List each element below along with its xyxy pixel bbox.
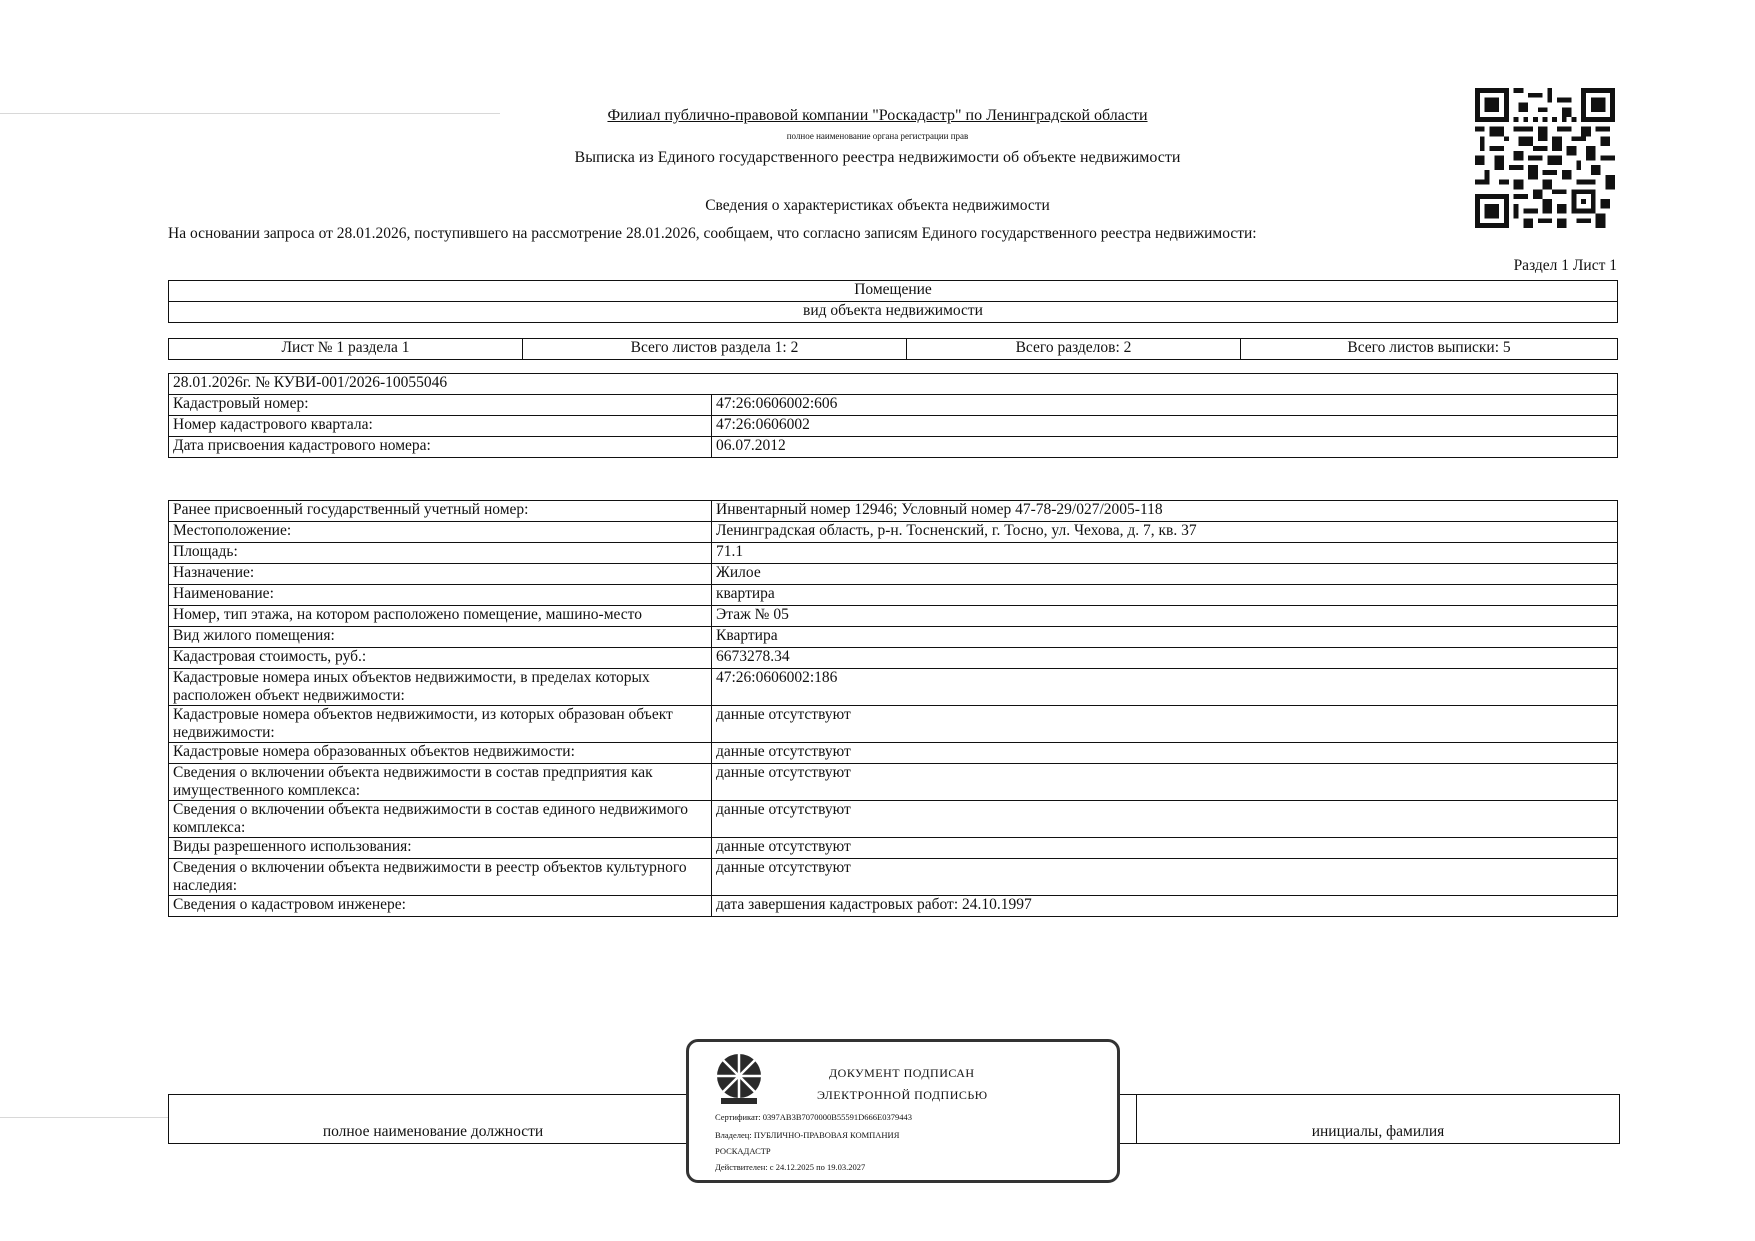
field-value: данные отсутствуют xyxy=(712,706,1618,743)
qr-code xyxy=(1475,88,1615,228)
field-label: Кадастровый номер: xyxy=(169,395,712,416)
table-row xyxy=(169,437,1618,458)
field-label: Кадастровые номера образованных объектов недвижимости: xyxy=(169,743,712,764)
field-value: данные отсутствуют xyxy=(712,743,1618,764)
identification-table xyxy=(168,373,1618,458)
sheet-number: Лист № 1 раздела 1 xyxy=(169,339,523,360)
section-title: Сведения о характеристиках объекта недвижимости xyxy=(705,197,1050,214)
table-row xyxy=(169,859,1618,896)
request-date-number: 28.01.2026г. № КУВИ-001/2026-10055046 xyxy=(169,374,1618,395)
field-label: Местоположение: xyxy=(169,522,712,543)
field-value: данные отсутствуют xyxy=(712,838,1618,859)
field-value: данные отсутствуют xyxy=(712,764,1618,801)
scan-artifact xyxy=(0,1117,168,1118)
stamp-validity: Действителен: с 24.12.2025 по 19.03.2027 xyxy=(715,1162,866,1172)
object-kind-caption: вид объекта недвижимости xyxy=(169,302,1618,323)
table-row xyxy=(169,606,1618,627)
table-row xyxy=(169,564,1618,585)
field-value: Квартира xyxy=(712,627,1618,648)
field-label: Наименование: xyxy=(169,585,712,606)
table-row xyxy=(169,764,1618,801)
field-label: Сведения о кадастровом инженере: xyxy=(169,896,712,917)
field-value: 71.1 xyxy=(712,543,1618,564)
field-label: Сведения о включении объекта недвижимости в состав предприятия как имущественного комплекса: xyxy=(169,764,712,801)
table-row xyxy=(169,896,1618,917)
field-label: Назначение: xyxy=(169,564,712,585)
sheet-reference: Раздел 1 Лист 1 xyxy=(1513,257,1617,274)
object-kind-table xyxy=(168,280,1618,323)
field-value: дата завершения кадастровых работ: 24.10.1997 xyxy=(712,896,1618,917)
organization-caption: полное наименование органа регистрации прав xyxy=(786,131,969,141)
table-row xyxy=(169,585,1618,606)
name-caption: инициалы, фамилия xyxy=(1137,1095,1620,1144)
object-kind-value: Помещение xyxy=(169,281,1618,302)
field-label: Вид жилого помещения: xyxy=(169,627,712,648)
field-value: 47:26:0606002:606 xyxy=(712,395,1618,416)
table-row xyxy=(169,627,1618,648)
field-value: 6673278.34 xyxy=(712,648,1618,669)
table-row xyxy=(169,801,1618,838)
field-label: Кадастровые номера иных объектов недвижимости, в пределах которых расположен объект недвижимости: xyxy=(169,669,712,706)
field-value: 47:26:0606002 xyxy=(712,416,1618,437)
document-title: Выписка из Единого государственного реестра недвижимости об объекте недвижимости xyxy=(574,149,1181,166)
sheets-table xyxy=(168,338,1618,360)
table-row xyxy=(169,669,1618,706)
characteristics-table xyxy=(168,500,1618,917)
stamp-signed-text: ДОКУМЕНТ ПОДПИСАН xyxy=(829,1066,975,1080)
sheets-in-section: Всего листов раздела 1: 2 xyxy=(523,339,907,360)
stamp-signature-text: ЭЛЕКТРОННОЙ ПОДПИСЬЮ xyxy=(817,1088,988,1102)
e-signature-stamp xyxy=(686,1039,1120,1183)
field-value: Ленинградская область, р-н. Тосненский, г. Тосно, ул. Чехова, д. 7, кв. 37 xyxy=(712,522,1618,543)
table-row xyxy=(169,543,1618,564)
table-row xyxy=(169,501,1618,522)
field-value: Жилое xyxy=(712,564,1618,585)
field-label: Площадь: xyxy=(169,543,712,564)
table-row xyxy=(169,706,1618,743)
field-value: Этаж № 05 xyxy=(712,606,1618,627)
field-value: Инвентарный номер 12946; Условный номер 47-78-29/027/2005-118 xyxy=(712,501,1618,522)
roskadastr-logo-icon xyxy=(715,1052,763,1106)
organization-name: Филиал публично-правовой компании "Роскадастр" по Ленинградской области xyxy=(607,107,1148,124)
field-label: Дата присвоения кадастрового номера: xyxy=(169,437,712,458)
table-row xyxy=(169,838,1618,859)
extract-sheets-total: Всего листов выписки: 5 xyxy=(1241,339,1618,360)
sections-total: Всего разделов: 2 xyxy=(907,339,1241,360)
field-label: Виды разрешенного использования: xyxy=(169,838,712,859)
field-value: данные отсутствуют xyxy=(712,801,1618,838)
field-label: Сведения о включении объекта недвижимости в состав единого недвижимого комплекса: xyxy=(169,801,712,838)
stamp-certificate: Сертификат: 0397AB3B7070000B55591D666E0379443 xyxy=(715,1112,912,1122)
field-label: Кадастровая стоимость, руб.: xyxy=(169,648,712,669)
field-value: данные отсутствуют xyxy=(712,859,1618,896)
field-label: Сведения о включении объекта недвижимости в реестр объектов культурного наследия: xyxy=(169,859,712,896)
table-row xyxy=(169,648,1618,669)
table-row xyxy=(169,395,1618,416)
field-value: 06.07.2012 xyxy=(712,437,1618,458)
field-value: квартира xyxy=(712,585,1618,606)
intro-text: На основании запроса от 28.01.2026, поступившего на рассмотрение 28.01.2026, сообщаем, что согласно записям Единого государственного реестра недвижимости: xyxy=(168,225,1257,242)
table-row xyxy=(169,416,1618,437)
field-label: Номер, тип этажа, на котором расположено помещение, машино-место xyxy=(169,606,712,627)
field-label: Номер кадастрового квартала: xyxy=(169,416,712,437)
table-row xyxy=(169,522,1618,543)
table-row xyxy=(169,743,1618,764)
field-label: Кадастровые номера объектов недвижимости, из которых образован объект недвижимости: xyxy=(169,706,712,743)
field-label: Ранее присвоенный государственный учетный номер: xyxy=(169,501,712,522)
stamp-owner: Владелец: ПУБЛИЧНО-ПРАВОВАЯ КОМПАНИЯ xyxy=(715,1130,900,1140)
position-caption: полное наименование должности xyxy=(169,1095,698,1144)
stamp-owner-name: РОСКАДАСТР xyxy=(715,1146,771,1156)
field-value: 47:26:0606002:186 xyxy=(712,669,1618,706)
